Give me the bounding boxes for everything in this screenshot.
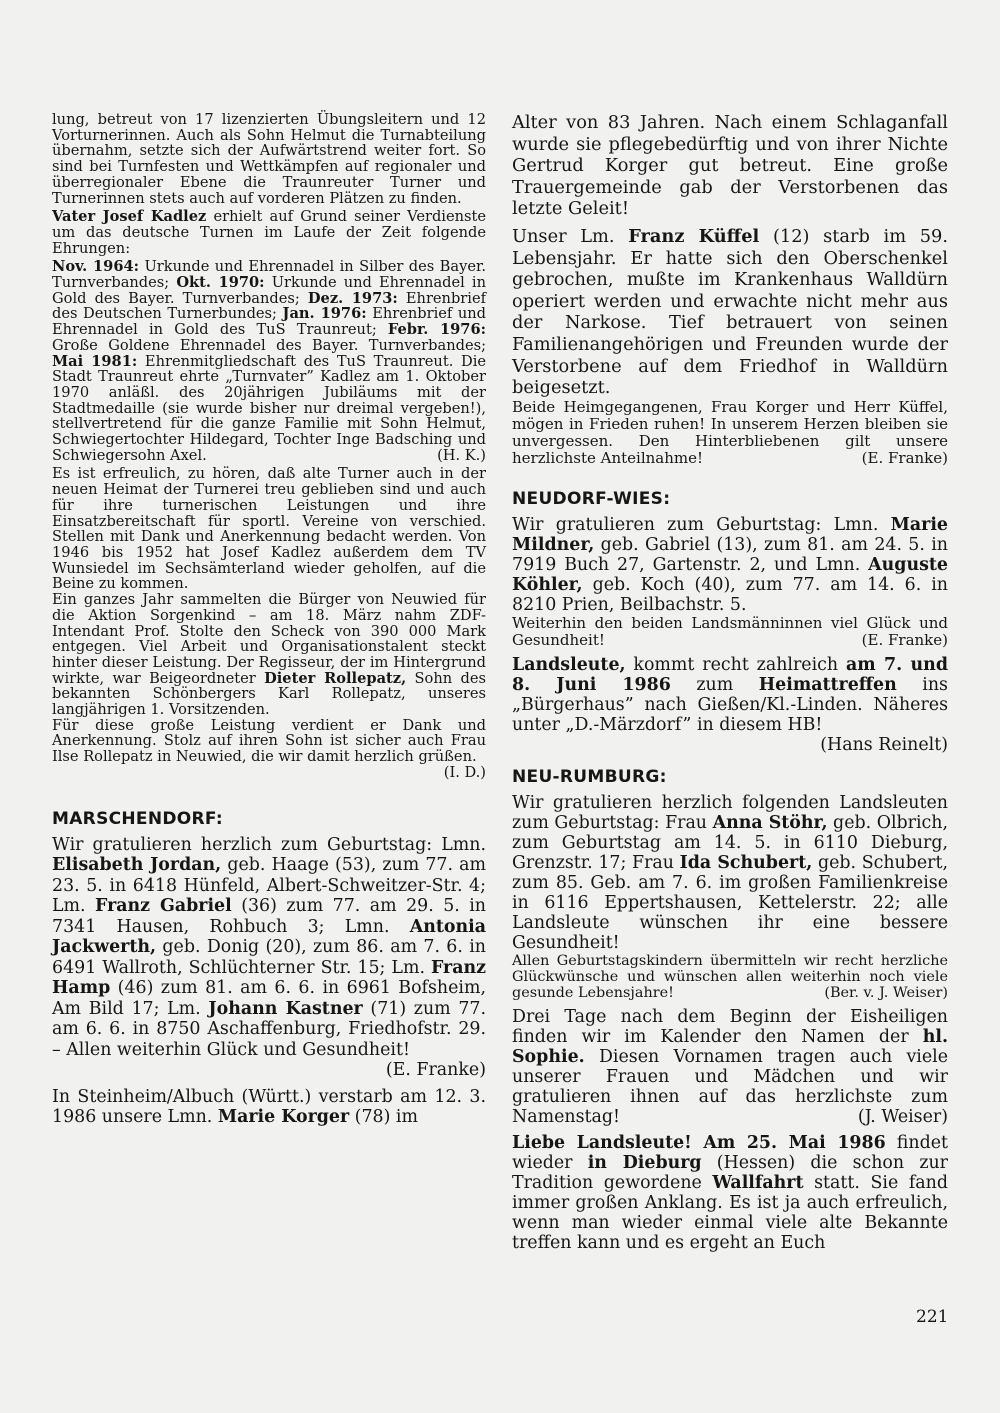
signature: (E. Franke) <box>861 630 948 649</box>
name-franz-kueffel: Franz Küffel <box>628 225 760 247</box>
signature: (J. Weiser) <box>857 1106 948 1127</box>
name-dieter-rollepatz: Dieter Rollepatz, <box>264 669 407 687</box>
signature: (Hans Reinelt) <box>820 734 948 755</box>
signature: (E. Franke) <box>385 1060 486 1081</box>
signature: (E. Franke) <box>861 448 948 467</box>
name-josef-kadlez: Vater Josef Kadlez <box>52 208 207 226</box>
paragraph-alter: Alter von 83 Jahren. Nach einem Schlaganfall wurde sie pflegebedürftig und von ihrer Nichte Gertrud Korger gut betreut. Eine große Trauergemeinde gab der Verstorbenen das letzte Geleit! <box>512 112 948 220</box>
heading-neudorf-wies: NEUDORF-WIES: <box>512 488 671 509</box>
signature: (H. K.) <box>437 446 486 464</box>
paragraph-neu-rumburg-geburtstage: Wir gratulieren herzlich folgenden Landsleuten zum Geburtstag: Frau Anna Stöhr, geb. Olbrich, zum Geburtstag am 14. 5. in 6110 Dieburg, Grenzstr. 17; Frau Ida Schubert, geb. Schubert, zum 85. Geb. am 7. 6. im großen Familienkreise in 6116 Eppertshausen, Kettelerstr. 22; alle Landsleute wünschen ihr eine bessere Gesundheit! <box>512 792 949 953</box>
signature: (Ber. v. J. Weiser) <box>824 984 948 1001</box>
paragraph-vater-kadlez: Vater Josef Kadlez erhielt auf Grund seiner Verdienste um das deutsche Turnen im Laufe der Zeit folgende Ehrungen: <box>52 208 486 257</box>
signature: (I. D.) <box>443 763 486 781</box>
left-column <box>52 112 486 1128</box>
paragraph-ehrungen: Nov. 1964: Urkunde und Ehrennadel in Silber des Bayer. Turnverbandes; Okt. 1970: Urkunde und Ehrennadel in Gold des Bayer. Turnverbandes; Dez. 1973: Ehrenbrief des Deutschen Turnerbundes; Jan. 1976: Ehrenbrief und Ehrennadel in Gold des TuS Traunreut; Febr. 1976: Große Goldene Ehrennadel des Bayer. Turnverbandes; Mai 1981: Ehrenmitgliedschaft des TuS Traunreut. Die Stadt Traunreut ehrte „Turnvater” Kadlez am 1. Oktober 1970 anläßl. des 20jährigen Jubiläums mit der Stadtmedaille (sie wurde bisher nur dreimal vergeben!), stellvertretend für die ganze Familie mit Sohn Helmut, Schwiegertochter Hildegard, Tochter Inge Badsching und Schwiegersohn Axel. (H. K.) <box>52 258 487 464</box>
paragraph-glueckwunsch: Weiterhin den beiden Landsmänninnen viel Glück und Gesundheit! (E. Franke) <box>512 613 948 649</box>
paragraph-steinheim: In Steinheim/Albuch (Württ.) verstarb am 12. 3. 1986 unsere Lmn. Marie Korger (78) im <box>52 1086 486 1128</box>
paragraph-geburtstagskinder: Allen Geburtstagskindern übermitteln wir recht herzliche Glückwünsche und wünschen allen weiterhin noch viele gesunde Lebensjahre! (Ber. v. J. Weiser) <box>512 952 948 1001</box>
paragraph-turnabteilung: lung, betreut von 17 lizenzierten Übungsleitern und 12 Vorturnerinnen. Auch als Sohn Helmut die Turnabteilung übernahm, setzte sich der Aufwärtstrend weiter fort. So sind bei Turnfesten und Wettkämpfen auf regionaler und überregionaler Ebene die Traunreuter Turner und Turnerinnen stets auch auf vorderen Plätzen zu finden. <box>52 111 486 207</box>
paragraph-kueffel: Unser Lm. Franz Küffel (12) starb im 59. Lebensjahr. Er hatte sich den Oberschenkel gebrochen, mußte im Krankenhaus Walldürn operiert werden und erwachte nicht mehr aus der Narkose. Tief betrauert von seinen Familienangehörigen und Freunden wurde der Verstorbene auf dem Friedhof in Walldürn beigesetzt. <box>512 225 948 399</box>
paragraph-alte-turner: Es ist erfreulich, zu hören, daß alte Turner auch in der neuen Heimat der Turnerei treu geblieben sind und auch für ihre turnerischen Leistungen und ihre Einsatzbereitschaft für sportl. Vereine von verschied. Stellen mit Dank und Anerkennung bedacht werden. Von 1946 bis 1952 hat Josef Kadlez außerdem dem TV Wunsiedel im Sechsämterland wieder geholfen, auf die Beine zu kommen. <box>52 465 486 593</box>
paragraph-wallfahrt: Liebe Landsleute! Am 25. Mai 1986 findet wieder in Dieburg (Hessen) die schon zur Tradition gewordene Wallfahrt statt. Sie fand immer großen Anklang. Es ist ja auch erfreulich, wenn man wieder einmal viele alte Bekannte treffen kann und es ergeht an Euch <box>512 1132 948 1253</box>
paragraph-neudorf-geburtstage: Wir gratulieren zum Geburtstag: Lmn. Marie Mildner, geb. Gabriel (13), zum 81. am 24. 5. in 7919 Buch 27, Gartenstr. 2, und Lmn. Auguste Köhler, geb. Koch (40), zum 77. am 14. 6. in 8210 Prien, Beilbachstr. 5. <box>512 514 948 615</box>
right-column <box>512 112 948 1253</box>
paragraph-dank: Für diese große Leistung verdient er Dank und Anerkennung. Stolz auf ihren Sohn ist sicher auch Frau Ilse Rollepatz in Neuwied, die wir damit herzlich grüßen. (I. D.) <box>52 716 486 781</box>
paragraph-neuwied: Ein ganzes Jahr sammelten die Bürger von Neuwied für die Aktion Sorgenkind – am 18. März nahm ZDF-Intendant Prof. Stolte den Scheck von 390 000 Mark entgegen. Viel Arbeit und Organisationstalent steckt hinter dieser Leistung. Der Regisseur, der im Hintergrund wirkte, war Beigeordneter Dieter Rollepatz, Sohn des bekannten Schönbergers Karl Rollepatz, unseres langjährigen 1. Vorsitzenden. <box>52 591 486 719</box>
page-number: 221 <box>916 1307 949 1327</box>
paragraph-marschendorf-geburtstage: Wir gratulieren herzlich zum Geburtstag: Lmn. Elisabeth Jordan, geb. Haage (53), zum 77. am 23. 5. in 6418 Hünfeld, Albert-Schweitzer-Str. 4; Lm. Franz Gabriel (36) zum 77. am 29. 5. in 7341 Hausen, Rohbuch 3; Lmn. Antonia Jackwerth, geb. Donig (20), zum 86. am 7. 6. in 6491 Wallroth, Schlüchterner Str. 15; Lm. Franz Hamp (46) zum 81. am 6. 6. in 6961 Bofsheim, Am Bild 17; Lm. Johann Kastner (71) zum 77. am 6. 6. in 8750 Aschaffenburg, Friedhofstr. 29. – Allen weiterhin Glück und Gesundheit! (E. Franke) <box>52 834 486 1081</box>
paragraph-heimattreffen: Landsleute, kommt recht zahlreich am 7. und 8. Juni 1986 zum Heimattreffen ins „Bürgerhaus” nach Gießen/Kl.-Linden. Näheres unter „D.-Märzdorf” in diesem HB! (Hans Reinelt) <box>512 654 948 755</box>
heading-neu-rumburg: NEU-RUMBURG: <box>512 766 667 787</box>
paragraph-heimgegangene: Beide Heimgegangenen, Frau Korger und Herr Küffel, mögen in Frieden ruhen! In unserem Herzen bleiben sie unvergessen. Den Hinterbliebenen gilt unsere herzlichste Anteilnahme! (E. Franke) <box>512 397 948 467</box>
heading-marschendorf: MARSCHENDORF: <box>52 808 223 829</box>
paragraph-eisheiligen: Drei Tage nach dem Beginn der Eisheiligen finden wir im Kalender den Namen der hl. Sophie. Diesen Vornamen tragen auch viele unserer Frauen und Mädchen und wir gratulieren ihnen auf das herzlichste zum Namenstag! (J. Weiser) <box>512 1006 948 1127</box>
